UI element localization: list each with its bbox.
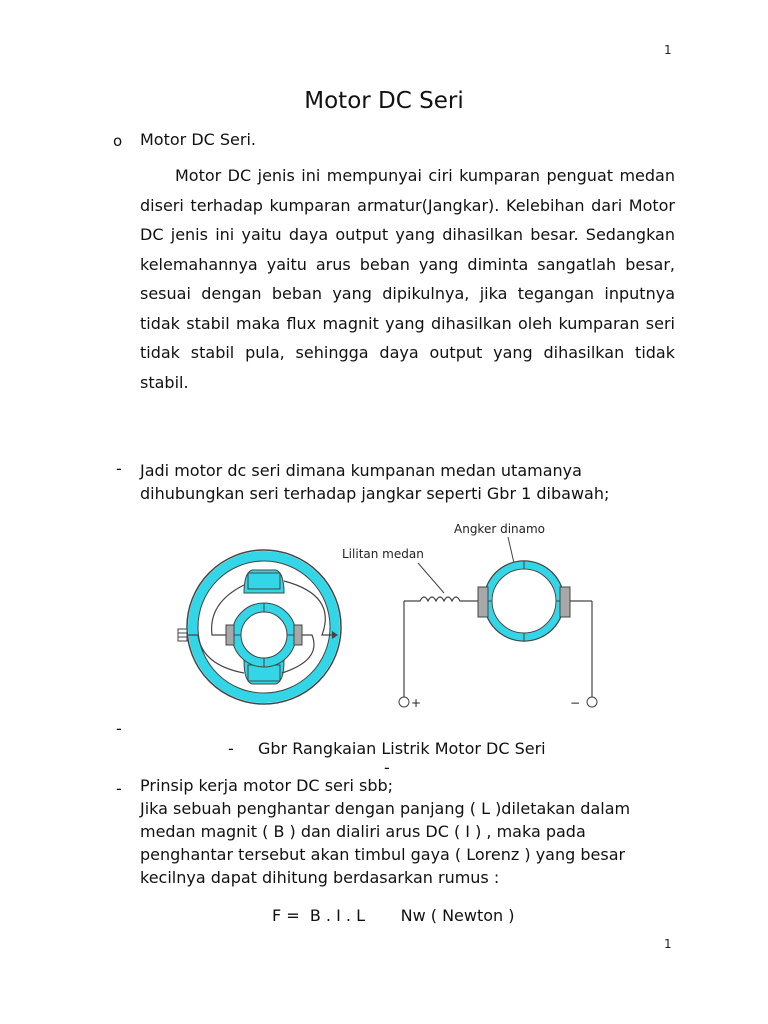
label-field-winding: Lilitan medan bbox=[342, 547, 424, 561]
working-principle-paragraph: Jika sebuah penghantar dengan panjang ( L )diletakan dalam medan magnit ( B ) dan dialiri arus DC ( I ) , maka pada penghantar tersebut akan timbul gaya ( Lorenz ) yang besar kecilnya dapat dihitung berdasarkan rumus : bbox=[140, 799, 631, 887]
caption-dash: - bbox=[228, 739, 234, 758]
working-principle-heading: Prinsip kerja motor DC seri sbb; bbox=[140, 776, 394, 795]
terminal-plus-label: + bbox=[411, 696, 422, 710]
figure-caption: Gbr Rangkaian Listrik Motor DC Seri bbox=[258, 739, 546, 758]
label-armature: Angker dinamo bbox=[454, 522, 546, 536]
section-heading: Motor DC Seri. bbox=[140, 130, 257, 149]
document-title: Motor DC Seri bbox=[304, 88, 464, 114]
list-dash: - bbox=[116, 779, 122, 798]
terminal-minus-label: − bbox=[570, 696, 581, 710]
lorentz-formula: F = B . I . L Nw ( Newton ) bbox=[272, 906, 515, 925]
intro-paragraph: Motor DC jenis ini mempunyai ciri kumparan penguat medan diseri terhadap kumparan armatur(Jangkar). Kelebihan dari Motor DC jenis ini yaitu daya output yang dihasilkan besar. Sedangkan kelemahannya yaitu arus beban yang diminta sangatlah besar, sesuai dengan beban yang dipikulnya, jika tegangan inputnya tidak stabil maka flux magnit yang dihasilkan oleh kumparan seri tidak stabil pula, sehingga daya output yang dihasilkan tidak stabil. bbox=[140, 166, 675, 392]
motor-circuit-diagram bbox=[342, 522, 597, 710]
page-number-bottom: 1 bbox=[664, 937, 672, 951]
list-dash: - bbox=[116, 719, 122, 738]
motor-cross-section bbox=[178, 550, 341, 704]
list-dash: - bbox=[384, 758, 390, 777]
page-number-top: 1 bbox=[664, 43, 672, 57]
list-item-series-connection: Jadi motor dc seri dimana kumpanan medan utamanya dihubungkan seri terhadap jangkar seperti Gbr 1 dibawah; bbox=[140, 461, 610, 503]
motor-dc-seri-diagram bbox=[172, 515, 612, 715]
bullet-circle: o bbox=[113, 132, 123, 150]
list-dash: - bbox=[116, 459, 122, 478]
